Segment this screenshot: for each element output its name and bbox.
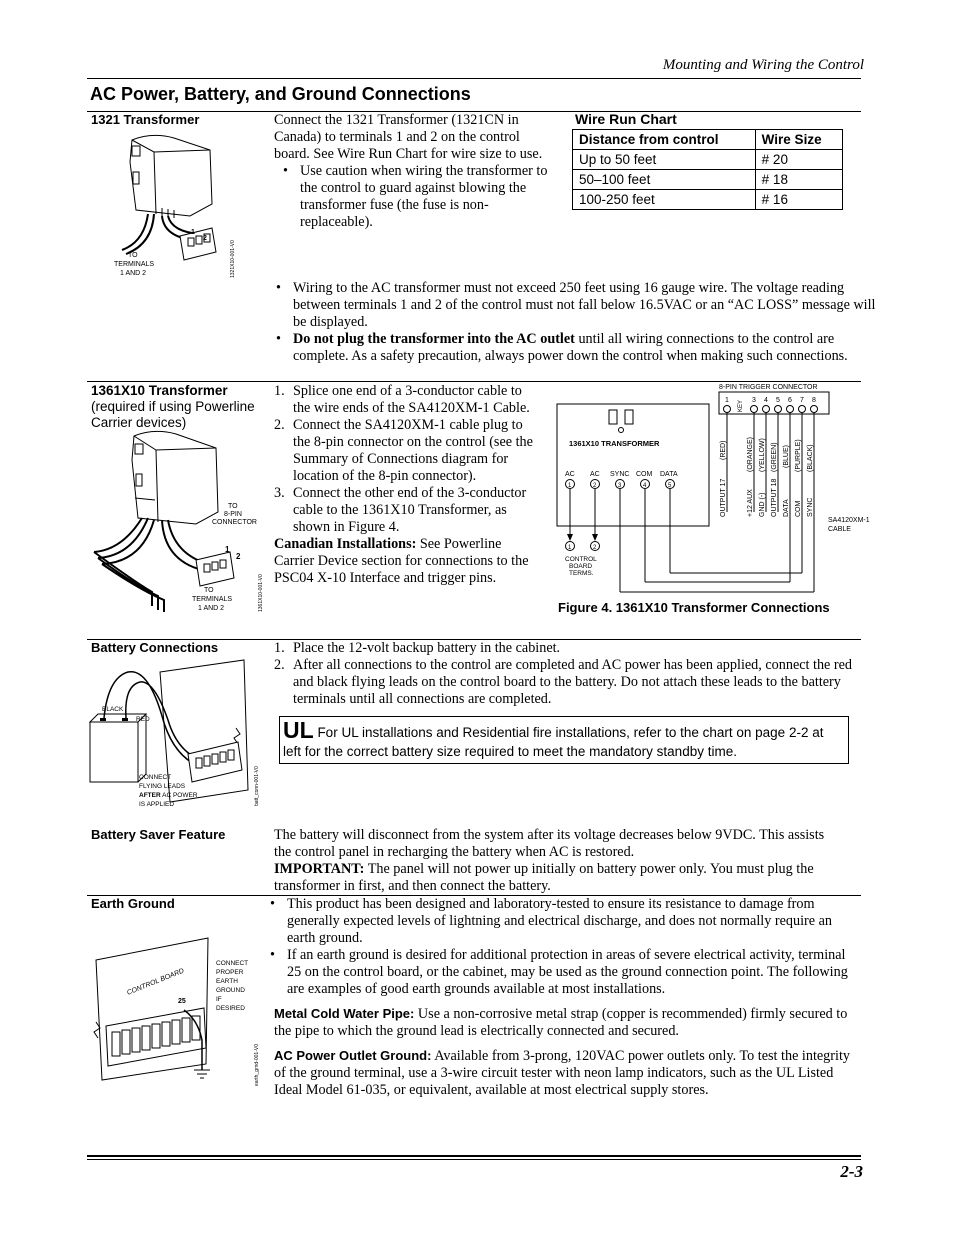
header-wire-size: Wire Size	[755, 130, 842, 150]
figure-battery-connections	[88, 658, 268, 810]
page-title: AC Power, Battery, and Ground Connections	[90, 84, 471, 104]
note-line-connect: CONNECT	[216, 960, 249, 967]
wire-run-chart-table	[572, 129, 843, 210]
no-plug-rest: until all wiring connections to the control are complete. As a safety precaution, always power down the control when making such connections.	[293, 331, 848, 364]
earth-ground-text	[274, 896, 858, 1099]
control-board-label: CONTROL BOARD	[126, 967, 186, 997]
terminal-1-label: 1	[225, 545, 230, 554]
terminal-1-label: 1	[191, 229, 195, 236]
cell-size: # 16	[755, 190, 842, 210]
wire-color-blue: (BLUE)	[783, 445, 790, 468]
board-label-1: CONTROL	[565, 556, 597, 563]
note-line-ground: GROUND	[216, 987, 245, 994]
footer-rule-thick	[87, 1155, 861, 1157]
pin-3: 3	[752, 397, 756, 404]
to-label: TO	[128, 252, 138, 259]
battery-saver-text	[274, 827, 844, 895]
heading-1321-transformer: 1321 Transformer	[91, 112, 200, 127]
pipe-rest: Use a non-corrosive metal strap (copper is recommended) firmly secured to the pipe to which the ground lead is electrically connected and secured.	[274, 1006, 848, 1039]
header-distance: Distance from control	[573, 130, 756, 150]
cell-size: # 20	[755, 150, 842, 170]
note-line-earth: EARTH	[216, 978, 238, 985]
wire-function-output17: OUTPUT 17	[720, 478, 727, 517]
step-item	[274, 485, 536, 536]
is-applied-label: IS APPLIED	[139, 801, 175, 808]
board-num-1: 1	[568, 545, 572, 551]
pin-7: 7	[800, 397, 804, 404]
terminal-num-4: 4	[643, 483, 647, 489]
note-line-proper: PROPER	[216, 969, 244, 976]
wire-function-12aux: +12 AUX	[747, 489, 754, 517]
ul-note-text: For UL installations and Residential fire installations, refer to the chart on page 2-2 at left for the correct battery size required to meet the mandatory standby time.	[283, 725, 824, 759]
step-number: 2.	[274, 657, 285, 673]
cable-label-2: CABLE	[828, 526, 851, 533]
cell-distance: 50–100 feet	[573, 170, 756, 190]
to-label-2: TO	[204, 587, 214, 594]
terminal-2-label: 2	[203, 235, 207, 242]
step-text: Place the 12-volt backup battery in the cabinet.	[293, 640, 561, 656]
key-label: KEY	[738, 399, 744, 412]
connector-title: 8-PIN TRIGGER CONNECTOR	[719, 384, 818, 391]
ac-power-text: AC POWER	[160, 792, 198, 799]
cell-distance: 100-250 feet	[573, 190, 756, 210]
connector-label: CONNECTOR	[212, 519, 257, 526]
terminal-num-2: 2	[593, 483, 597, 489]
to-label: TO	[228, 503, 238, 510]
battery-steps-block	[274, 640, 859, 708]
wire-function-output18: OUTPUT 18	[771, 478, 778, 517]
wire-run-chart-title: Wire Run Chart	[575, 111, 677, 127]
section-1321-text	[274, 112, 554, 231]
wire-function-com: COM	[795, 500, 802, 517]
heading-battery-saver: Battery Saver Feature	[91, 827, 226, 842]
terminal-label-com: COM	[636, 471, 653, 478]
wiring-distance-bullet: • Wiring to the AC transformer must not exceed 250 feet using 16 gauge wire. The voltage reading between terminals 1 and 2 of the control must not fall below 16.5VAC or an “AC LOSS” message will be displayed.	[293, 280, 881, 331]
no-plug-bold: Do not plug the transformer into the AC outlet	[293, 331, 575, 347]
pin-4: 4	[764, 397, 768, 404]
outlet-rest: Available from 3-prong, 120VAC power outlets only. To test the integrity of the ground terminal, use a 3-wire circuit tester with neon lamp indicators, such as the UL Listed Ideal Model 61-035, or equivalent, available at most electrical supply stores.	[274, 1048, 850, 1098]
note-line-if: IF	[216, 996, 222, 1003]
canadian-rest: See Powerline Carrier Device section for connections to the PSC04 X-10 Interface and trigger pins.	[274, 536, 529, 586]
eight-pin-label: 8-PIN	[224, 511, 242, 518]
figure-code: batt_conn-001-V0	[254, 766, 260, 806]
important-paragraph	[274, 861, 844, 895]
step-number: 3.	[274, 485, 285, 501]
important-rest: The panel will not power up initially on battery power only. You must plug the transformer in first, and then connect the battery.	[274, 861, 814, 894]
battery-saver-paragraph: The battery will disconnect from the system after its voltage decreases below 9VDC. This assists the control panel in recharging the battery when AC is restored.	[274, 827, 825, 860]
no-plug-bullet	[293, 331, 881, 365]
figure-code: 1361X10-001-V0	[258, 574, 264, 612]
terminal-2-label: 2	[236, 552, 241, 561]
note-line-desired: DESIRED	[216, 1005, 245, 1012]
wiring-bullets	[274, 280, 881, 365]
figure-earth-ground	[88, 930, 268, 1088]
cell-distance: Up to 50 feet	[573, 150, 756, 170]
red-lead-label: RED	[136, 716, 150, 723]
heading-battery-connections: Battery Connections	[91, 640, 219, 655]
battery-steps	[274, 640, 859, 708]
ul-note	[283, 717, 845, 761]
earth-ground-bullets	[274, 896, 858, 998]
transformer-label: 1361X10 TRANSFORMER	[569, 439, 660, 448]
wire-function-data: DATA	[783, 499, 790, 517]
cell-size: # 18	[755, 170, 842, 190]
caution-list	[274, 163, 554, 231]
chapter-title: Mounting and Wiring the Control	[662, 57, 864, 73]
canadian-bold: Canadian Installations:	[274, 536, 417, 552]
pin-6: 6	[788, 397, 792, 404]
terminal-num-5: 5	[668, 483, 672, 489]
wire-function-gnd: GND (-)	[759, 492, 766, 517]
terminal-label-ac1: AC	[565, 471, 575, 478]
figure-1361-transformer	[92, 430, 267, 615]
wire-color-red: (RED)	[720, 440, 727, 460]
ul-logo: UL	[283, 717, 314, 743]
ul-note-box	[279, 716, 849, 764]
step-text: Connect the other end of the 3-conductor cable to the 1361X10 Transformer, as shown in Figure 4.	[293, 485, 527, 535]
section-1361-text	[274, 383, 536, 587]
heading-1361-transformer: 1361X10 Transformer	[91, 383, 228, 398]
header-rule	[87, 78, 861, 79]
terminals-label: TERMINALS	[192, 596, 233, 603]
terminal-label-sync: SYNC	[610, 471, 630, 478]
wire-color-purple: (PURPLE)	[795, 439, 802, 472]
wire-function-sync: SYNC	[807, 497, 814, 517]
step-text: Connect the SA4120XM-1 cable plug to the 8-pin connector on the control (see the Summary of Connections diagram for location of the 8-pin connector).	[293, 417, 533, 484]
step-item	[274, 640, 859, 657]
board-label-2: BOARD	[569, 563, 593, 570]
figure-4-caption: Figure 4. 1361X10 Transformer Connections	[558, 600, 830, 615]
terminal-label-data: DATA	[660, 471, 678, 478]
terminal-num-1: 1	[568, 483, 572, 489]
step-text: Splice one end of a 3-conductor cable to the wire ends of the SA4120XM-1 Cable.	[293, 383, 530, 416]
table-header-row	[573, 130, 843, 150]
page-number: 2-3	[840, 1162, 863, 1181]
wire-color-black: (BLACK)	[807, 444, 814, 472]
outlet-ground-paragraph	[274, 1047, 858, 1099]
terminals-label: TERMINALS	[114, 261, 155, 268]
figure-4-diagram	[555, 380, 870, 600]
pin-8: 8	[812, 397, 816, 404]
wire-color-green: (GREEN)	[771, 442, 778, 472]
caution-bullet: • Use caution when wiring the transformer to the control to guard against blowing the transformer fuse (the fuse is non-replaceable).	[300, 163, 554, 231]
step-number: 2.	[274, 417, 285, 433]
terminal-label-ac2: AC	[590, 471, 600, 478]
table-row	[573, 170, 843, 190]
one-and-two-label: 1 AND 2	[120, 270, 147, 277]
figure-1321-transformer	[92, 132, 262, 282]
earth-bullet-2: • If an earth ground is desired for additional protection in areas of severe electrical activity, terminal 25 on the control board, or the cabinet, may be used as the ground connection point. The following are examples of good earth grounds available at most installations.	[287, 947, 858, 998]
important-bold: IMPORTANT:	[274, 861, 365, 877]
flying-leads-label: FLYING LEADS	[139, 783, 186, 790]
wire-color-orange: (ORANGE)	[747, 437, 754, 472]
step-text: After all connections to the control are completed and AC power has been applied, connect the red and black flying leads on the control board to the battery. Do not attach these leads to the battery terminals until all connections are completed.	[293, 657, 853, 707]
terminal-num-3: 3	[618, 483, 622, 489]
board-num-2: 2	[593, 545, 597, 551]
black-lead-label: BLACK	[102, 706, 124, 713]
heading-1361-block	[91, 383, 266, 431]
step-item	[274, 417, 536, 485]
table-row	[573, 190, 843, 210]
pin-5: 5	[776, 397, 780, 404]
after-bold: AFTER	[139, 792, 161, 799]
subheading-1361: (required if using Powerline Carrier devices)	[91, 399, 255, 430]
heading-earth-ground: Earth Ground	[91, 896, 175, 911]
cable-label-1: SA4120XM-1	[828, 517, 870, 524]
outlet-bold: AC Power Outlet Ground:	[274, 1048, 432, 1063]
table-row	[573, 150, 843, 170]
step-item	[274, 657, 859, 708]
footer-rule-thin	[87, 1159, 861, 1160]
one-and-two-label: 1 AND 2	[198, 605, 225, 612]
step-number: 1.	[274, 383, 285, 399]
step-item	[274, 383, 536, 417]
pin-1: 1	[725, 397, 729, 404]
board-label-3: TERMS.	[569, 570, 594, 577]
terminal-25-label: 25	[178, 998, 186, 1005]
after-ac-power-label	[139, 792, 198, 799]
wire-color-yellow: (YELLOW)	[759, 438, 766, 472]
connect-label: CONNECT	[139, 774, 172, 781]
earth-bullet-1: • This product has been designed and laboratory-tested to ensure its resistance to damage from generally expected levels of lightning and electrical discharge, and does not normally require an earth ground.	[287, 896, 858, 947]
intro-paragraph: Connect the 1321 Transformer (1321CN in Canada) to terminals 1 and 2 on the control board. See Wire Run Chart for wire size to use.	[274, 112, 543, 162]
step-number: 1.	[274, 640, 285, 656]
figure-code: earth_grnd-001-V0	[254, 1044, 260, 1086]
metal-pipe-paragraph	[274, 1005, 858, 1040]
steps-1361	[274, 383, 536, 536]
figure-code: 1321X10-001-V0	[230, 240, 236, 278]
pipe-bold: Metal Cold Water Pipe:	[274, 1006, 415, 1021]
canadian-installations	[274, 536, 536, 587]
